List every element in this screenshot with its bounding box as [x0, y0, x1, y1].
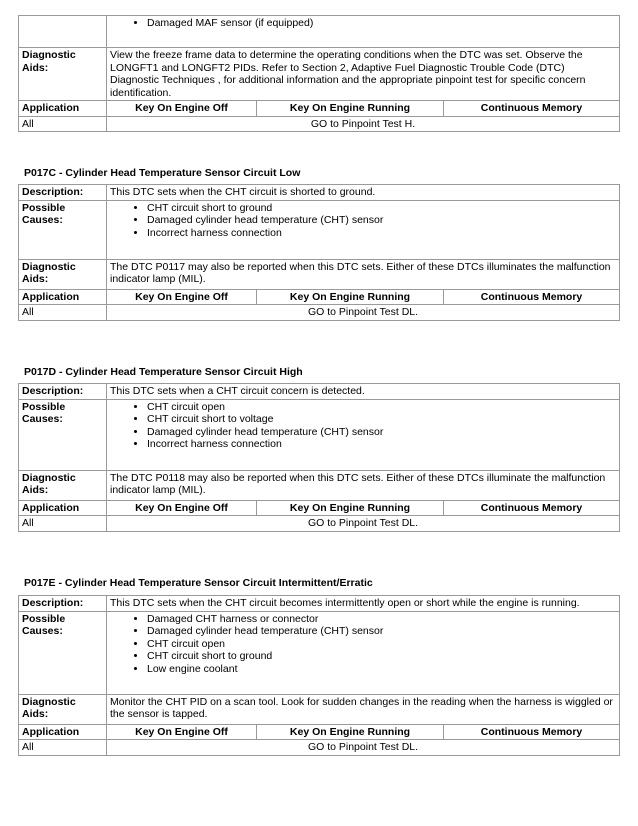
description-label: Description:	[19, 384, 107, 400]
continuous-memory-header: Continuous Memory	[444, 101, 620, 117]
pinpoint-test-cell: GO to Pinpoint Test DL.	[107, 516, 620, 532]
description-label: Description:	[19, 185, 107, 201]
pinpoint-test-cell: GO to Pinpoint Test H.	[107, 116, 620, 132]
causes-label: Causes:	[22, 413, 63, 425]
cause-item: • Incorrect harness connection	[147, 227, 616, 240]
key-running-header: Key On Engine Running	[257, 724, 444, 740]
diagnostic-aids-text: View the freeze frame data to determine the operating conditions when the DTC was set. Observe the LONGFT1 and LONGFT2 PIDs. Refer to Section 2, Adaptive Fuel Diagnostic Trouble Code (DTC) Diagnostic Techniques , for additional information and the appropriate pinpoint test for specific concern identification.	[107, 48, 620, 101]
diagnostic-label: Diagnostic	[22, 471, 76, 484]
application-label: Application	[19, 289, 107, 305]
causes-label: Causes:	[22, 625, 63, 637]
dtc-table-continued	[18, 15, 620, 132]
cause-item: • CHT circuit short to ground	[147, 650, 616, 663]
cause-item: • Low engine coolant	[147, 663, 616, 676]
cause-item: • CHT circuit short to ground	[147, 202, 616, 215]
diagnostic-label: Diagnostic	[22, 260, 76, 273]
key-off-header: Key On Engine Off	[107, 724, 257, 740]
diagnostic-aids-text: The DTC P0118 may also be reported when this DTC sets. Either of these DTCs illuminate the malfunction indicator lamp (MIL).	[107, 470, 620, 500]
causes-list	[110, 401, 616, 451]
diagnostic-label: Diagnostic	[22, 49, 76, 61]
application-label: Application	[19, 724, 107, 740]
continuous-memory-header: Continuous Memory	[444, 500, 620, 516]
dtc-table-p017d	[18, 383, 620, 532]
cause-item: • Damaged CHT harness or connector	[147, 613, 616, 626]
description-row	[19, 596, 620, 612]
description-text: This DTC sets when a CHT circuit concern is detected.	[107, 384, 620, 400]
cause-item: • Damaged cylinder head temperature (CHT) sensor	[147, 426, 616, 439]
application-value-row	[19, 116, 620, 132]
application-header-row	[19, 289, 620, 305]
causes-list	[110, 202, 616, 240]
dtc-title-p017e: P017E - Cylinder Head Temperature Sensor Circuit Intermittent/Erratic	[24, 577, 373, 589]
key-off-header: Key On Engine Off	[107, 101, 257, 117]
key-running-header: Key On Engine Running	[257, 289, 444, 305]
cause-item: • CHT circuit open	[147, 401, 616, 414]
cause-item: • CHT circuit short to voltage	[147, 413, 616, 426]
diagnostic-aids-text: The DTC P0117 may also be reported when this DTC sets. Either of these DTCs illuminates the malfunction indicator lamp (MIL).	[107, 259, 620, 289]
aids-label: Aids:	[22, 708, 49, 720]
description-text: This DTC sets when the CHT circuit becomes intermittently open or short while the engine is running.	[107, 596, 620, 612]
key-running-header: Key On Engine Running	[257, 101, 444, 117]
all-cell: All	[19, 516, 107, 532]
description-text: This DTC sets when the CHT circuit is shorted to ground.	[107, 185, 620, 201]
aids-label: Aids:	[22, 484, 49, 496]
possible-label: Possible	[22, 201, 66, 214]
dtc-table-p017c	[18, 184, 620, 321]
application-label: Application	[19, 101, 107, 117]
pinpoint-test-cell: GO to Pinpoint Test DL.	[107, 305, 620, 321]
application-value-row	[19, 516, 620, 532]
causes-label: Causes:	[22, 214, 63, 226]
cause-item: • Damaged MAF sensor (if equipped)	[147, 17, 616, 30]
aids-label: Aids:	[22, 273, 49, 285]
diagnostic-aids-row	[19, 694, 620, 724]
cause-item: • Incorrect harness connection	[147, 438, 616, 451]
application-header-row	[19, 101, 620, 117]
application-value-row	[19, 740, 620, 756]
all-cell: All	[19, 305, 107, 321]
diagnostic-aids-row	[19, 48, 620, 101]
description-label: Description:	[19, 596, 107, 612]
diagnostic-aids-text: Monitor the CHT PID on a scan tool. Look for sudden changes in the reading when the harness is wiggled or the sensor is tapped.	[107, 694, 620, 724]
description-row	[19, 185, 620, 201]
causes-row	[19, 200, 620, 259]
key-off-header: Key On Engine Off	[107, 500, 257, 516]
application-value-row	[19, 305, 620, 321]
description-row	[19, 384, 620, 400]
continuous-memory-header: Continuous Memory	[444, 289, 620, 305]
causes-row	[19, 611, 620, 694]
diagnostic-aids-row	[19, 470, 620, 500]
aids-label: Aids:	[22, 61, 49, 74]
dtc-title-p017c: P017C - Cylinder Head Temperature Sensor Circuit Low	[24, 167, 301, 179]
diagnostic-aids-row	[19, 259, 620, 289]
dtc-title-p017d: P017D - Cylinder Head Temperature Sensor Circuit High	[24, 366, 303, 378]
pinpoint-test-cell: GO to Pinpoint Test DL.	[107, 740, 620, 756]
application-label: Application	[19, 500, 107, 516]
causes-row	[19, 399, 620, 470]
all-cell: All	[19, 740, 107, 756]
possible-label: Possible	[22, 612, 66, 625]
application-header-row	[19, 724, 620, 740]
possible-label: Possible	[22, 400, 66, 413]
cause-item: • CHT circuit open	[147, 638, 616, 651]
causes-list	[110, 613, 616, 676]
causes-row	[19, 16, 620, 48]
application-header-row	[19, 500, 620, 516]
cause-item: • Damaged cylinder head temperature (CHT) sensor	[147, 214, 616, 227]
diagnostic-label: Diagnostic	[22, 695, 76, 708]
key-off-header: Key On Engine Off	[107, 289, 257, 305]
all-cell: All	[19, 116, 107, 132]
cause-item: • Damaged cylinder head temperature (CHT) sensor	[147, 625, 616, 638]
continuous-memory-header: Continuous Memory	[444, 724, 620, 740]
dtc-table-p017e	[18, 595, 620, 756]
key-running-header: Key On Engine Running	[257, 500, 444, 516]
